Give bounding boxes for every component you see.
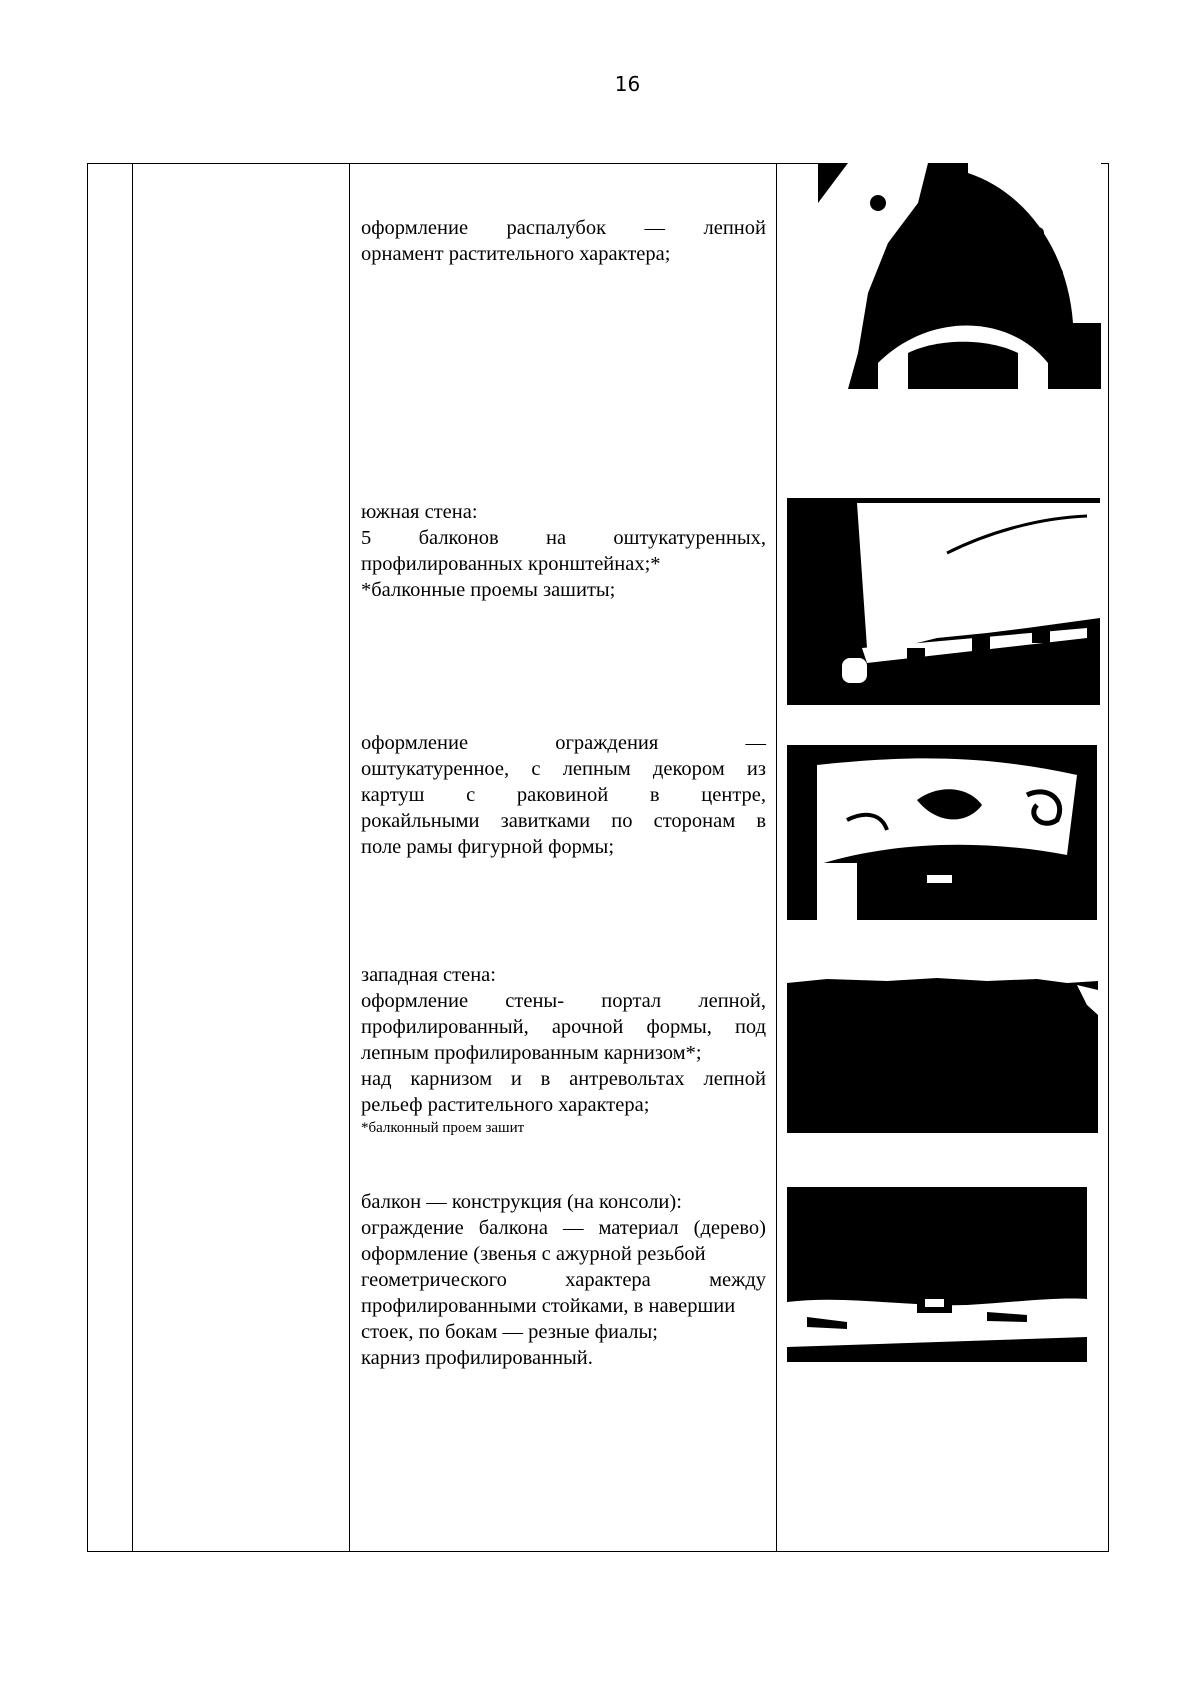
- entry-line: профилированный, арочной формы, под: [361, 1016, 766, 1038]
- entry-line: над карнизом и в антревольтах лепной: [361, 1068, 766, 1090]
- entry-line: западная стена:: [361, 964, 496, 986]
- entry-line: орнамент растительного характера;: [361, 243, 671, 265]
- entry-line: лепным профилированным карнизом*;: [361, 1042, 702, 1064]
- entry-line: профилированных кронштейнах;*: [361, 553, 661, 575]
- photo-wooden-balcony: [787, 1187, 1087, 1362]
- entry-line: оштукатуренное, с лепным декором из: [361, 758, 766, 780]
- entry-footnote: *балконный проем зашит: [361, 1120, 525, 1136]
- photo-vault-ornament: [818, 163, 1101, 389]
- entry-south-wall: [361, 499, 766, 603]
- entry-line: профилированными стойками, в навершии: [361, 1295, 736, 1317]
- entry-line: геометрического характера между: [361, 1269, 766, 1291]
- entry-balcony: [361, 1189, 766, 1371]
- entry-line: оформление распалубок — лепной: [361, 217, 766, 239]
- entry-line: рокайльными завитками по сторонам в: [361, 810, 766, 832]
- photo-west-wall: [787, 975, 1098, 1133]
- entry-line: ограждение балкона — материал (дерево): [361, 1217, 766, 1239]
- entry-line: картуш с раковиной в центре,: [361, 784, 766, 806]
- entry-line: оформление (звенья с ажурной резьбой: [361, 1243, 706, 1265]
- entry-line: оформление ограждения —: [361, 732, 766, 754]
- entry-line: поле рамы фигурной формы;: [361, 836, 615, 858]
- entry-line: рельеф растительного характера;: [361, 1094, 650, 1116]
- entry-line: 5 балконов на оштукатуренных,: [361, 527, 766, 549]
- photo-railing-cartouche: [787, 745, 1097, 920]
- column-divider-3: [776, 163, 777, 1552]
- photo-south-balconies: [787, 498, 1100, 705]
- column-divider-2: [349, 163, 350, 1552]
- entry-west-wall: [361, 962, 766, 1138]
- entry-line: южная стена:: [361, 501, 478, 523]
- entry-line: оформление стены- портал лепной,: [361, 990, 766, 1012]
- page-number: 16: [614, 72, 641, 96]
- entry-line: карниз профилированный.: [361, 1347, 593, 1369]
- column-divider-1: [132, 163, 133, 1552]
- entry-line: *балконные проемы зашиты;: [361, 579, 616, 601]
- entry-railing-decoration: [361, 730, 766, 860]
- entry-line: стоек, по бокам — резные фиалы;: [361, 1321, 658, 1343]
- entry-ceiling-ornament: [361, 215, 766, 267]
- entry-line: балкон — конструкция (на консоли):: [361, 1191, 682, 1213]
